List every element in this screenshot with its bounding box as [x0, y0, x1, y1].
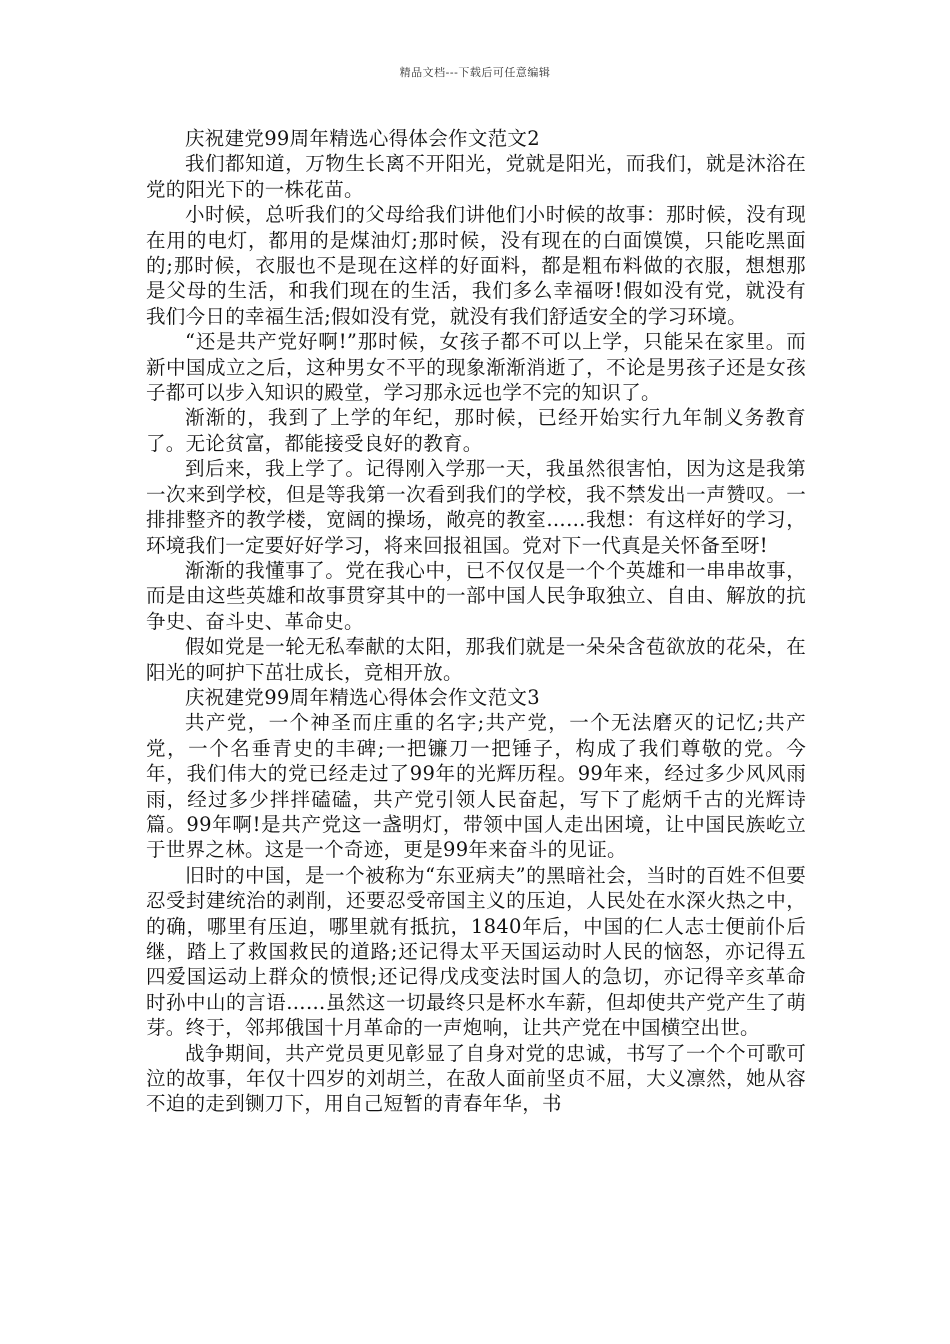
paragraph: “还是共产党好啊!”那时候，女孩子都不可以上学，只能呆在家里。而新中国成立之后，这种男女不平的现象渐渐消逝了，不论是男孩子还是女孩子都可以步入知识的殿堂，学习那永远也学不完的知识了。	[146, 330, 806, 405]
paragraph: 战争期间，共产党员更见彰显了自身对党的忠诚，书写了一个个可歌可泣的故事，年仅十四岁的刘胡兰，在敌人面前坚贞不屈，大义凛然，她从容不迫的走到铡刀下，用自己短暂的青春年华，书	[146, 1041, 806, 1116]
paragraph: 假如党是一轮无私奉献的太阳，那我们就是一朵朵含苞欲放的花朵，在阳光的呵护下茁壮成长，竞相开放。	[146, 635, 806, 684]
paragraph: 小时候，总听我们的父母给我们讲他们小时候的故事：那时候，没有现在用的电灯，都用的是煤油灯;那时候，没有现在的白面馍馍，只能吃黑面的;那时候，衣服也不是现在这样的好面料，都是粗布料做的衣服，想想那是父母的生活，和我们现在的生活，我们多么幸福呀!假如没有党，就没有我们今日的幸福生活;假如没有党，就没有我们舒适安全的学习环境。	[146, 203, 806, 328]
paragraph: 渐渐的，我到了上学的年纪，那时候，已经开始实行九年制义务教育了。无论贫富，都能接受良好的教育。	[146, 406, 806, 455]
paragraph: 我们都知道，万物生长离不开阳光，党就是阳光，而我们，就是沐浴在党的阳光下的一株花苗。	[146, 152, 806, 201]
paragraph: 共产党，一个神圣而庄重的名字;共产党，一个无法磨灭的记忆;共产党，一个名垂青史的丰碑;一把镰刀一把锤子，构成了我们尊敬的党。今年，我们伟大的党已经走过了99年的光辉历程。99年来，经过多少风风雨雨，经过多少拌拌磕磕，共产党引领人民奋起，写下了彪炳千古的光辉诗篇。99年啊!是共产党这一盏明灯，带领中国人走出困境，让中国民族屹立于世界之林。这是一个奇迹，更是99年来奋斗的见证。	[146, 711, 806, 862]
document-body	[146, 126, 806, 1117]
paragraph: 渐渐的我懂事了。党在我心中，已不仅仅是一个个英雄和一串串故事，而是由这些英雄和故事贯穿其中的一部中国人民争取独立、自由、解放的抗争史、奋斗史、革命史。	[146, 558, 806, 633]
essay-title-2: 庆祝建党99周年精选心得体会作文范文2	[185, 127, 540, 150]
page-header: 精品文档---下载后可任意编辑	[399, 66, 551, 79]
essay-title-3: 庆祝建党99周年精选心得体会作文范文3	[185, 685, 540, 709]
paragraph: 到后来，我上学了。记得刚入学那一天，我虽然很害怕，因为这是我第一次来到学校，但是等我第一次看到我们的学校，我不禁发出一声赞叹。一排排整齐的教学楼，宽阔的操场，敞亮的教室……我想：有这样好的学习，环境我们一定要好好学习，将来回报祖国。党对下一代真是关怀备至呀!	[146, 457, 806, 557]
paragraph: 旧时的中国，是一个被称为“东亚病夫”的黑暗社会，当时的百姓不但要忍受封建统治的剥削，还要忍受帝国主义的压迫，人民处在水深火热之中，的确，哪里有压迫，哪里就有抵抗，1840年后，中国的仁人志士便前仆后继，踏上了救国救民的道路;还记得太平天国运动时人民的恼怒，亦记得五四爱国运动上群众的愤恨;还记得戊戌变法时国人的急切，亦记得辛亥革命时孙中山的言语……虽然这一切最终只是杯水车薪，但却使共产党产生了萌芽。终于，邻邦俄国十月革命的一声炮响，让共产党在中国横空出世。	[146, 863, 806, 1040]
